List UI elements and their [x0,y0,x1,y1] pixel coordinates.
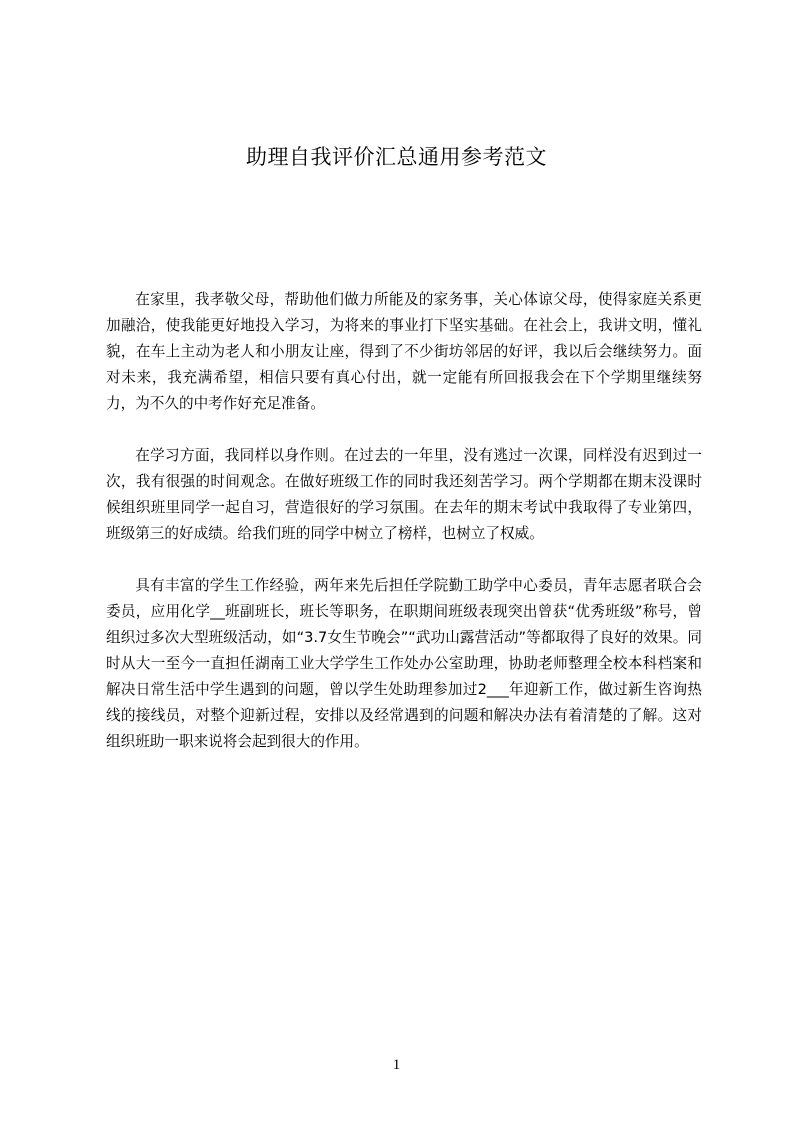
document-title: 助理自我评价汇总通用参考范文 [246,145,547,169]
paragraph-family: 在家里，我孝敬父母，帮助他们做力所能及的家务事，关心体谅父母，使得家庭关系更加融洽，使我能更好地投入学习，为将来的事业打下坚实基础。在社会上，我讲文明，懂礼貌，在车上主动为老人和小朋友让座，得到了不少街坊邻居的好评，我以后会继续努力。面对未来，我充满希望，相信只要有真心付出，就一定能有所回报我会在下个学期里继续努力，为不久的中考作好充足准备。 [106,291,702,412]
page-number: 1 [392,1057,401,1073]
document-body [106,287,702,781]
paragraph-study: 在学习方面，我同样以身作则。在过去的一年里，没有逃过一次课，同样没有迟到过一次，我有很强的时间观念。在做好班级工作的同时我还刻苦学习。两个学期都在期末没课时候组织班里同学一起自习，营造很好的学习氛围。在去年的期末考试中我取得了专业第四，班级第三的好成绩。给我们班的同学中树立了榜样，也树立了权威。 [106,447,702,542]
paragraph-experience: 具有丰富的学生工作经验，两年来先后担任学院勤工助学中心委员，青年志愿者联合会委员，应用化学__班副班长，班长等职务，在职期间班级表现突出曾获“优秀班级”称号，曾组织过多次大型班级活动，如“3.7女生节晚会”“武功山露营活动”等都取得了良好的效果。同时从大一至今一直担任湖南工业大学学生工作处办公室助理，协助老师整理全校本科档案和解决日常生活中学生遇到的问题，曾以学生处助理参加过2___年迎新工作，做过新生咨询热线的接线员，对整个迎新过程，安排以及经常遇到的问题和解决办法有着清楚的了解。这对组织班助一职来说将会起到很大的作用。 [106,577,702,750]
